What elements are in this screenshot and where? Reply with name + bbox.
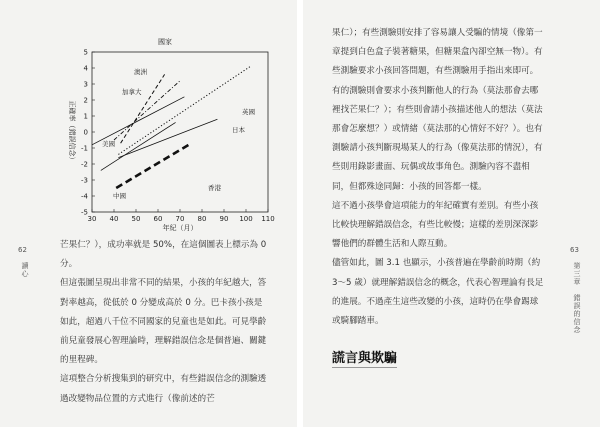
chart-title: 國家 (158, 38, 172, 46)
running-head-right: 第三章 錯誤的信念 (573, 262, 581, 334)
series-label: 美國 (102, 140, 115, 148)
series-label: 香港 (208, 184, 221, 192)
y-tick-label: 1 (83, 112, 88, 121)
x-tick-label: 90 (219, 215, 229, 223)
paragraph: 這項整合分析搜集到的研究中，有些錯誤信念的測驗透過改變物品位置的方式進行（像前述的芒 (60, 374, 267, 404)
series-lines (92, 66, 250, 188)
series-label: 英國 (242, 108, 255, 116)
y-tick-label: -5 (81, 208, 88, 217)
paragraph: 但這張圖呈現出非常不同的結果，小孩的年紀越大，答對率越高，從低於 0 分變成高於 0 分。巴卡孩小孩是如此，超過八千位不同國家的兒童也是如此。可見學齡前兒童發展心智理論時，理解錯誤信念是個普遍、關鍵的里程碑。 (60, 278, 267, 366)
y-axis-label: 正確率（錯誤信念） (68, 100, 76, 164)
section-heading: 謊言與欺騙 (332, 347, 397, 368)
page-number-right: 63 (570, 246, 579, 254)
y-tick-label: 4 (83, 64, 88, 73)
series-labels (102, 67, 256, 200)
series-label: 澳洲 (134, 68, 147, 76)
y-tick-label: -4 (81, 192, 88, 201)
y-tick-label: 2 (83, 96, 88, 105)
series-label: 日本 (232, 126, 245, 134)
x-tick-label: 70 (175, 215, 185, 223)
series-label: 加拿大 (122, 88, 142, 96)
chart-svg (62, 28, 275, 233)
right-body-text (332, 24, 544, 331)
x-tick-label: 60 (153, 215, 163, 223)
series-line-3 (118, 66, 250, 154)
series-line-4 (118, 119, 217, 157)
paragraph: 芒果仁？），成功率就是 50%，在這個圖表上標示為 0 分。 (60, 240, 267, 270)
figure-chart (62, 28, 275, 233)
x-tick-label: 30 (87, 215, 97, 223)
paragraph: 這不過小孩學會這項能力的年紀確實有差別。有些小孩比較快理解錯誤信念，有些比較慢；這樣的差別深深影響他們的群體生活和人際互動。 (332, 200, 539, 250)
left-page (0, 0, 297, 427)
series-line-6 (116, 145, 189, 188)
x-axis-label: 年紀（月） (162, 224, 198, 232)
series-line-0 (121, 74, 165, 143)
x-axis-ticks (88, 209, 275, 223)
x-tick-label: 110 (261, 215, 275, 223)
paragraph: 果仁）；有些測驗則安排了容易讓人受騙的情境（像第一章提到白色盒子裝著糖果，但糖果盒內卻空無一物）。有些測驗要求小孩回答問題，有些測驗用手指出來即可。有的測驗則會要求小孩判斷他人的行為（莫法那會去哪裡找芒果仁？）；有些則會請小孩描述他人的想法（莫法那會怎麼想？）或情緒（莫法那的心情好不好？）。也有測驗請小孩判斷現場某人的行為（像莫法那的情況），有些則用錄影畫面、玩偶或故事角色。測驗內容不盡相同，但都殊途同歸：小孩的回答都一樣。 (332, 28, 543, 192)
left-body-text (60, 236, 270, 409)
series-label: 中國 (113, 192, 126, 200)
x-tick-label: 100 (239, 215, 253, 223)
y-axis-ticks (81, 49, 95, 217)
y-tick-label: -2 (81, 160, 88, 169)
y-tick-label: -1 (81, 144, 88, 153)
y-tick-label: -3 (81, 176, 88, 185)
y-tick-label: 5 (83, 48, 88, 57)
page-number-left: 62 (18, 246, 27, 254)
running-head-left: 讀心 (21, 262, 29, 278)
y-tick-label: 0 (83, 128, 88, 137)
x-tick-label: 50 (131, 215, 141, 223)
x-tick-label: 40 (109, 215, 119, 223)
x-tick-label: 80 (197, 215, 207, 223)
y-tick-label: 3 (83, 80, 88, 89)
paragraph: 儘管如此，圖 3.1 也顯示，小孩普遍在學齡前時期（約 3～5 歲）就理解錯誤信念的概念，代表心智理論有長足的進展。不過產生這些改變的小孩，這時仍在學會踢球或騎腳踏車。 (332, 258, 544, 327)
